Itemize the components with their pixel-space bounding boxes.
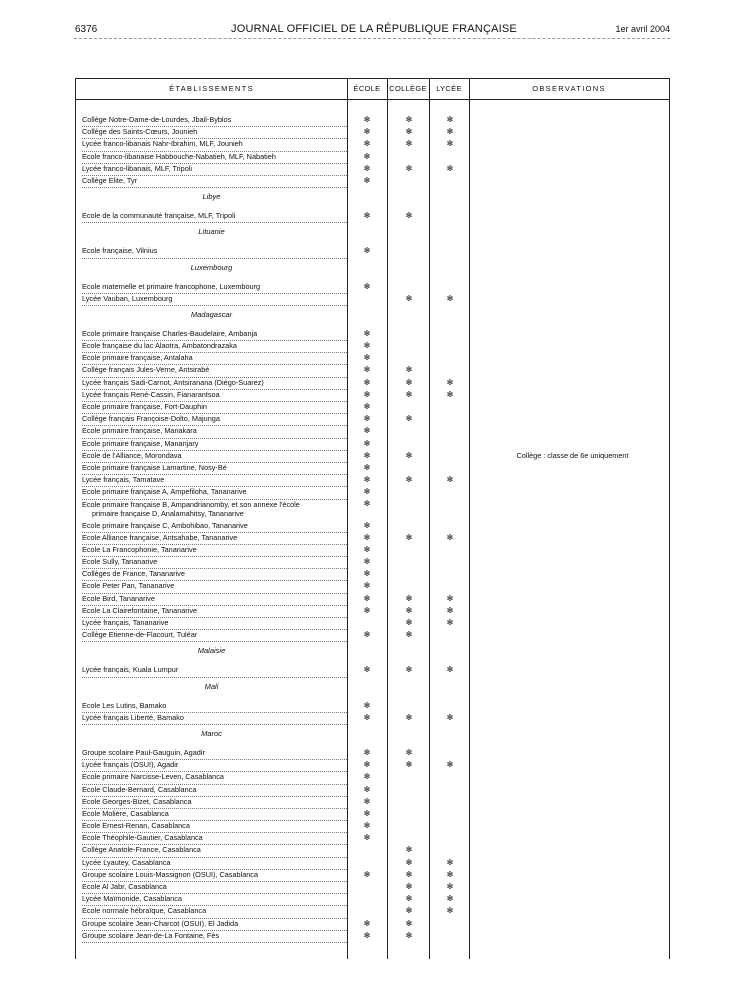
table-row [76, 869, 669, 881]
publication-date: 1er avril 2004 [615, 24, 670, 34]
ecole-mark: ✻ [363, 700, 371, 710]
ecole-mark: ✻ [363, 246, 371, 256]
table-row [76, 664, 669, 676]
establishment-name-text: Ecole Al Jabr, Casablanca [82, 881, 347, 894]
lycee-mark: ✻ [446, 377, 454, 387]
table-row [76, 784, 669, 796]
establishment-name-text: Ecole primaire française Charles-Baudelaire, Ambanja [82, 328, 347, 341]
establishment-name-text: Lycée français, Tamatave [82, 474, 347, 487]
establishment-name-text: Ecole Sully, Tananarive [82, 556, 347, 569]
establishment-name-text: Collège Anatole-France, Casablanca [82, 844, 347, 857]
establishment-name-text: Ecole primaire française, Antalaha [82, 352, 347, 365]
college-mark: ✻ [405, 630, 413, 640]
lycee-mark: ✻ [446, 882, 454, 891]
establishment-name-text: Lycée français (OSUI), Agadir [82, 759, 347, 772]
country-section [76, 677, 669, 700]
page-header [0, 22, 748, 38]
table-row [76, 210, 669, 222]
table-row [76, 389, 669, 401]
college-mark: ✻ [405, 163, 413, 173]
table-row [76, 438, 669, 450]
table-row [76, 474, 669, 486]
establishment-name-text: Lycée Vauban, Luxembourg [82, 293, 347, 306]
table-row [76, 905, 669, 917]
ecole-mark: ✻ [363, 341, 371, 351]
ecole-mark: ✻ [363, 139, 371, 149]
header-divider [76, 99, 669, 100]
table-row [76, 808, 669, 820]
table-row [76, 413, 669, 425]
table-row [76, 844, 669, 856]
ecole-mark: ✻ [363, 712, 371, 722]
country-section [76, 187, 669, 210]
table-row [76, 747, 669, 759]
page-number: 6376 [75, 24, 98, 35]
observation-text: Collège : classe de 6e uniquement [516, 450, 629, 460]
lycee-mark: ✻ [446, 389, 454, 399]
ecole-mark: ✻ [363, 869, 371, 879]
ecole-mark: ✻ [363, 918, 371, 928]
establishment-name [82, 500, 347, 518]
column-header-etablissements: ÉTABLISSEMENTS [169, 84, 254, 93]
table-row [76, 462, 669, 474]
establishment-name-text: Ecole La Clairefontaine, Tananarive [82, 605, 347, 618]
establishment-name-line1: Ecole primaire française B, Ampandrianomby, et son annexe l'école [82, 499, 300, 509]
lycee-mark: ✻ [446, 906, 454, 916]
college-mark: ✻ [405, 747, 413, 757]
college-mark: ✻ [405, 127, 413, 137]
establishments-table [75, 78, 670, 959]
establishment-name-text: Groupe scolaire Louis-Massignon (OSUI), Casablanca [82, 869, 347, 882]
table-row [76, 568, 669, 580]
ecole-mark: ✻ [363, 438, 371, 448]
establishment-name-line2: primaire française D, Analamahitsy, Tananarive [92, 508, 244, 518]
lycee-mark: ✻ [446, 532, 454, 542]
ecole-mark: ✻ [363, 475, 371, 485]
lycee-mark: ✻ [446, 857, 454, 867]
lycee-mark: ✻ [446, 475, 454, 485]
table-row [76, 918, 669, 930]
establishment-name-text: Ecole de l'Alliance, Morondava [82, 450, 347, 463]
college-mark: ✻ [405, 605, 413, 615]
ecole-mark: ✻ [363, 175, 371, 185]
establishment-name-text: Lycée Lyautey, Casablanca [82, 857, 347, 870]
table-row [76, 352, 669, 364]
ecole-mark: ✻ [363, 796, 371, 806]
table-row [76, 293, 669, 305]
establishment-name-text: Lycée français René-Cassin, Fianarantsoa [82, 389, 347, 402]
table-row [76, 126, 669, 138]
ecole-mark: ✻ [363, 760, 371, 770]
establishment-name-text: Collèges de France, Tananarive [82, 568, 347, 581]
ecole-mark: ✻ [363, 569, 371, 579]
table-row [76, 712, 669, 724]
establishment-name-text: Ecole primaire française C, Ambohibao, Tananarive [82, 520, 347, 533]
country-section [76, 305, 669, 328]
table-row [76, 605, 669, 617]
table-row [76, 893, 669, 905]
header-rule [74, 38, 670, 39]
establishment-name-text: Ecole Les Lutins, Bamako [82, 700, 347, 713]
college-mark: ✻ [405, 139, 413, 149]
table-row [76, 857, 669, 869]
ecole-mark: ✻ [363, 593, 371, 603]
lycee-mark: ✻ [446, 293, 454, 303]
establishment-name-text: Collège Etienne-de-Flacourt, Tuléar [82, 629, 347, 642]
establishment-name-text: Ecole Théophile-Gautier, Casablanca [82, 832, 347, 845]
establishment-name-text: Ecole primaire française, Manakara [82, 425, 347, 438]
table-row [76, 520, 669, 532]
college-mark: ✻ [405, 906, 413, 916]
country-name: Mali [204, 681, 219, 691]
lycee-mark: ✻ [446, 712, 454, 722]
college-mark: ✻ [405, 593, 413, 603]
college-mark: ✻ [405, 857, 413, 867]
table-row [76, 532, 669, 544]
establishment-name-text: Ecole primaire française Lamartine, Nosy-Bé [82, 462, 347, 475]
country-name: Lituanie [198, 227, 225, 237]
college-mark: ✻ [405, 845, 413, 855]
college-mark: ✻ [405, 115, 413, 124]
ecole-mark: ✻ [363, 426, 371, 436]
table-row [76, 175, 669, 187]
ecole-mark: ✻ [363, 665, 371, 675]
college-mark: ✻ [405, 389, 413, 399]
college-mark: ✻ [405, 882, 413, 891]
ecole-mark: ✻ [363, 498, 371, 508]
establishment-name-text: Ecole primaire Narcisse-Leven, Casablanca [82, 771, 347, 784]
establishment-name-text: Collège français Françoise-Dolto, Majunga [82, 413, 347, 426]
table-row [76, 832, 669, 844]
ecole-mark: ✻ [363, 532, 371, 542]
ecole-mark: ✻ [363, 353, 371, 363]
table-row [76, 700, 669, 712]
table-row [76, 401, 669, 413]
establishment-name-text: Lycée français Liberté, Bamako [82, 712, 347, 725]
establishment-name [82, 930, 347, 943]
country-name: Madagascar [190, 309, 233, 319]
establishment-name-text: Lycée français, Kuala Lumpur [82, 664, 347, 677]
ecole-mark: ✻ [363, 211, 371, 221]
country-name: Malaisie [197, 646, 226, 656]
college-mark: ✻ [405, 918, 413, 928]
college-mark: ✻ [405, 450, 413, 460]
establishment-name-text: Ecole primaire française, Mananjary [82, 438, 347, 451]
establishment-name-text: Lycée français, Tananarive [82, 617, 347, 630]
establishment-name-text: Ecole maternelle et primaire francophone, Luxembourg [82, 281, 347, 294]
college-mark: ✻ [405, 930, 413, 940]
country-section [76, 222, 669, 245]
column-header-observations: OBSERVATIONS [532, 84, 606, 93]
country-section [76, 724, 669, 747]
table-row [76, 544, 669, 556]
establishment-name-text: Ecole Molière, Casablanca [82, 808, 347, 821]
column-header-lycee: LYCÉE [436, 84, 462, 93]
establishment-name-text: Ecole normale hébraïque, Casablanca [82, 905, 347, 918]
establishment-name-text: Lycée français Sadi-Carnot, Antsiranana (Diégo-Suarez) [82, 377, 347, 390]
ecole-mark: ✻ [363, 115, 371, 124]
table-row [76, 593, 669, 605]
college-mark: ✻ [405, 414, 413, 424]
table-row [76, 114, 669, 126]
lycee-mark: ✻ [446, 665, 454, 675]
ecole-mark: ✻ [363, 462, 371, 472]
college-mark: ✻ [405, 894, 413, 904]
establishment-name-text: Ecole française du lac Alaotra, Ambatondrazaka [82, 340, 347, 353]
country-name: Libye [202, 192, 221, 202]
establishment-name-text: Collège Notre-Dame-de-Lourdes, Jbail-Byblos [82, 114, 347, 127]
lycee-mark: ✻ [446, 163, 454, 173]
table-row [76, 425, 669, 437]
establishment-name-text: Ecole primaire française A, Ampefiloha, Tananarive [82, 486, 347, 499]
table-row [76, 281, 669, 293]
table-row [76, 499, 669, 520]
college-mark: ✻ [405, 365, 413, 375]
establishment-name-text: Lycée franco-libanais, MLF, Tripoli [82, 163, 347, 176]
lycee-mark: ✻ [446, 593, 454, 603]
ecole-mark: ✻ [363, 487, 371, 497]
establishment-name-text: Groupe scolaire Jean-Charcot (OSUI), El Jadida [82, 918, 347, 931]
country-section [76, 641, 669, 664]
lycee-mark: ✻ [446, 139, 454, 149]
ecole-mark: ✻ [363, 544, 371, 554]
establishment-name-text: Ecole Bird, Tananarive [82, 593, 347, 606]
establishment-name-text: Lycée franco-libanais Nahr-Ibrahim, MLF, Jounieh [82, 138, 347, 151]
college-mark: ✻ [405, 618, 413, 627]
table-row [76, 771, 669, 783]
college-mark: ✻ [405, 211, 413, 221]
table-row [76, 377, 669, 389]
table-row [76, 820, 669, 832]
table-row [76, 796, 669, 808]
college-mark: ✻ [405, 760, 413, 770]
ecole-mark: ✻ [363, 389, 371, 399]
ecole-mark: ✻ [363, 605, 371, 615]
ecole-mark: ✻ [363, 630, 371, 640]
lycee-mark: ✻ [446, 618, 454, 627]
table-row [76, 245, 669, 257]
establishment-name-text: Ecole Ernest-Renan, Casablanca [82, 820, 347, 833]
ecole-mark: ✻ [363, 414, 371, 424]
establishment-name-text: Ecole Georges-Bizet, Casablanca [82, 796, 347, 809]
establishment-name-text: Ecole Claude-Bernard, Casablanca [82, 784, 347, 797]
lycee-mark: ✻ [446, 115, 454, 124]
table-row [76, 364, 669, 376]
establishment-name-text: Lycée Maïmonide, Casablanca [82, 893, 347, 906]
lycee-mark: ✻ [446, 894, 454, 904]
ecole-mark: ✻ [363, 557, 371, 567]
table-row [76, 580, 669, 592]
college-mark: ✻ [405, 532, 413, 542]
ecole-mark: ✻ [363, 808, 371, 818]
lycee-mark: ✻ [446, 869, 454, 879]
ecole-mark: ✻ [363, 450, 371, 460]
country-section [76, 258, 669, 281]
college-mark: ✻ [405, 377, 413, 387]
table-body [76, 114, 669, 942]
establishment-name-text: Groupe scolaire Jean-de-La Fontaine, Fès [82, 930, 347, 943]
ecole-mark: ✻ [363, 377, 371, 387]
establishment-name-text: Ecole Alliance française, Antsahabe, Tananarive [82, 532, 347, 545]
lycee-mark: ✻ [446, 605, 454, 615]
ecole-mark: ✻ [363, 365, 371, 375]
table-row [76, 629, 669, 641]
ecole-mark: ✻ [363, 821, 371, 831]
establishment-name-text: Collège Elite, Tyr [82, 175, 347, 188]
ecole-mark: ✻ [363, 151, 371, 161]
ecole-mark: ✻ [363, 328, 371, 338]
ecole-mark: ✻ [363, 163, 371, 173]
country-name: Maroc [201, 728, 222, 738]
table-row [76, 759, 669, 771]
establishment-name-text: Groupe scolaire Paul-Gauguin, Agadir [82, 747, 347, 760]
establishment-name-text: Ecole franco-libanaise Habbouche-Nabatieh, MLF, Nabatieh [82, 151, 347, 164]
journal-title: JOURNAL OFFICIEL DE LA RÉPUBLIQUE FRANÇAISE [231, 23, 517, 35]
college-mark: ✻ [405, 712, 413, 722]
table-row [76, 556, 669, 568]
table-row [76, 881, 669, 893]
ecole-mark: ✻ [363, 930, 371, 940]
ecole-mark: ✻ [363, 520, 371, 530]
ecole-mark: ✻ [363, 281, 371, 291]
table-row [76, 138, 669, 150]
college-mark: ✻ [405, 475, 413, 485]
table-row [76, 617, 669, 629]
table-row [76, 450, 669, 462]
ecole-mark: ✻ [363, 127, 371, 137]
establishment-name-text: Ecole française, Vilnius [82, 245, 347, 258]
establishment-name-text: Ecole de la communauté française, MLF, Tripoli [82, 210, 347, 223]
lycee-mark: ✻ [446, 127, 454, 137]
table-row [76, 930, 669, 942]
ecole-mark: ✻ [363, 784, 371, 794]
column-header-ecole: ÉCOLE [353, 84, 381, 93]
ecole-mark: ✻ [363, 833, 371, 843]
college-mark: ✻ [405, 665, 413, 675]
lycee-mark: ✻ [446, 760, 454, 770]
college-mark: ✻ [405, 293, 413, 303]
table-row [76, 151, 669, 163]
ecole-mark: ✻ [363, 772, 371, 782]
ecole-mark: ✻ [363, 581, 371, 591]
establishment-name-text: Ecole La Francophonie, Tananarive [82, 544, 347, 557]
table-row [76, 328, 669, 340]
column-header-college: COLLÈGE [389, 84, 427, 93]
establishment-name-text: Ecole primaire française, Fort-Dauphin [82, 401, 347, 414]
table-row [76, 340, 669, 352]
ecole-mark: ✻ [363, 402, 371, 411]
establishment-name-text: Ecole Peter Pan, Tananarive [82, 580, 347, 593]
table-row [76, 486, 669, 498]
college-mark: ✻ [405, 869, 413, 879]
establishment-name-text: Collège français Jules-Verne, Antsirabé [82, 364, 347, 377]
ecole-mark: ✻ [363, 747, 371, 757]
table-row [76, 163, 669, 175]
establishment-name-text: Collège des Saints-Cœurs, Jounieh [82, 126, 347, 139]
country-name: Luxembourg [190, 262, 233, 272]
